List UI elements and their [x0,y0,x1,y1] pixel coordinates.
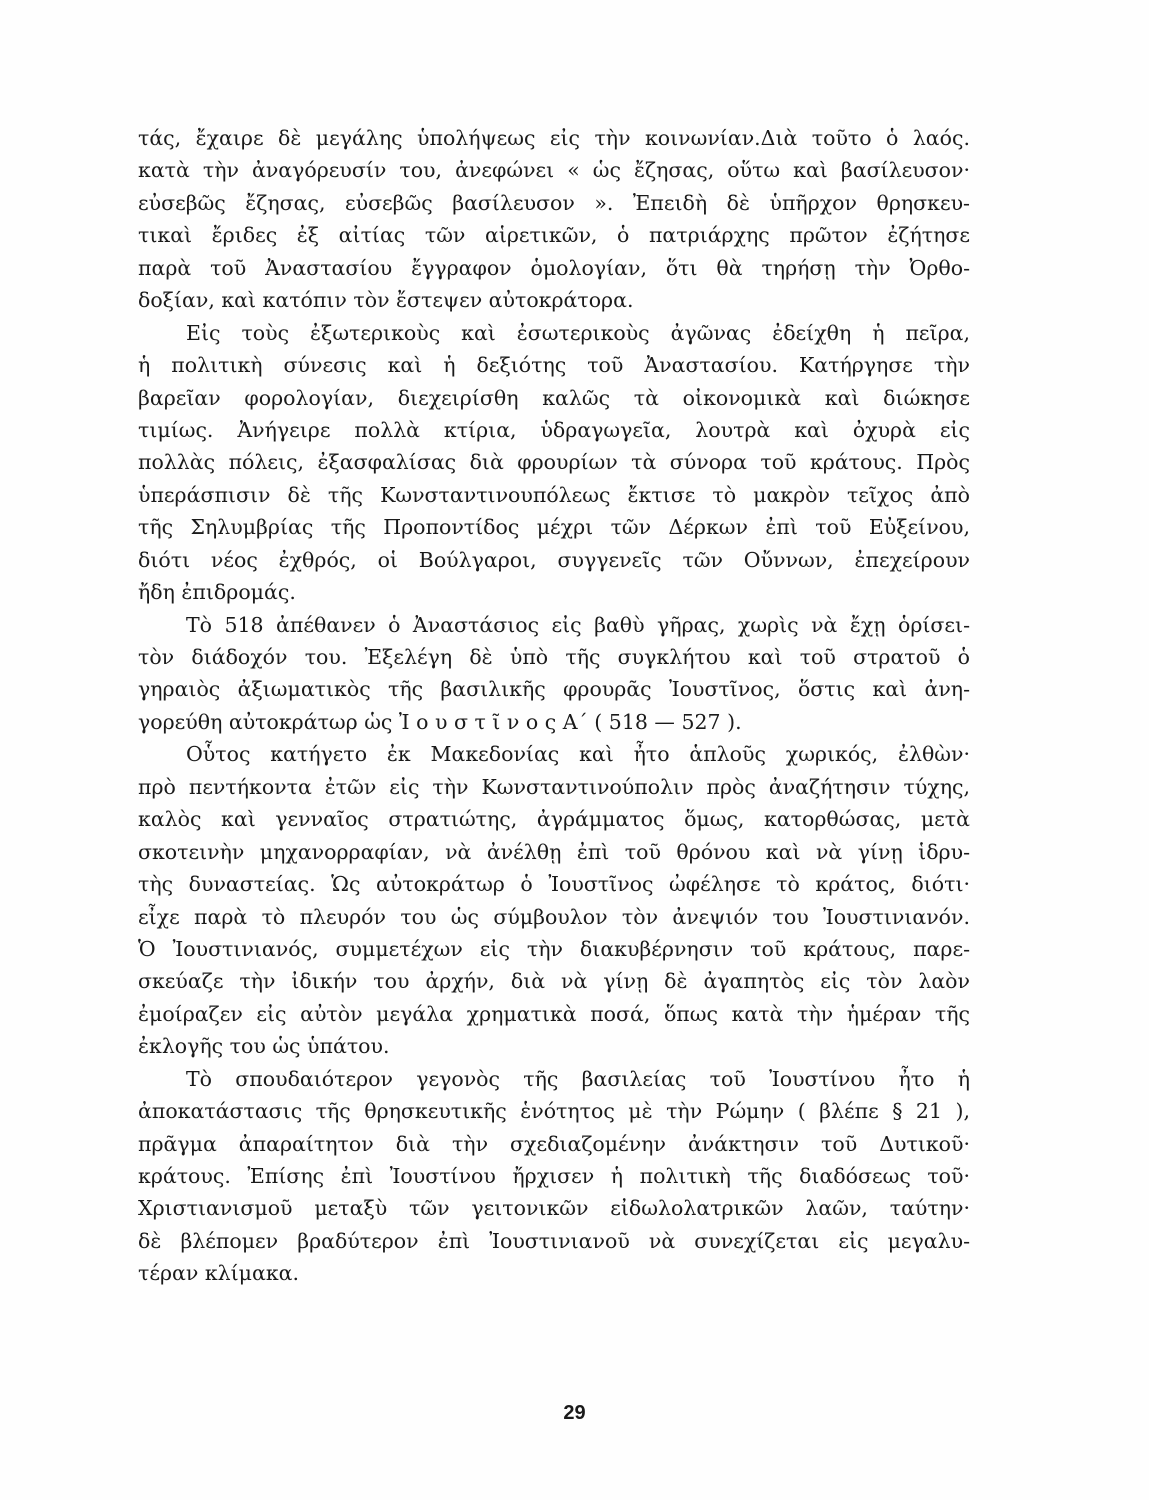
text-line: τὴς δυναστείας. Ὡς αὐτοκράτωρ ὁ Ἰουστῖνος ὠφέλησε τὸ κράτος, διότι· [138,872,970,897]
page-number: 29 [563,1402,586,1424]
text-line: εὐσεβῶς ἔζησας, εὐσεβῶς βασίλευσον ». Ἐπειδὴ δὲ ὑπῆρχον θρησκευ- [138,190,970,215]
text-line: ἤδη ἐπιδρομάς. [138,580,296,605]
text-line: Ὁ Ἰουστινιανός, συμμετέχων εἰς τὴν διακυβέρνησιν τοῦ κράτους, παρε- [138,936,970,961]
text-line: τάς, ἔχαιρε δὲ μεγάλης ὑπολήψεως εἰς τὴν κοινωνίαν.Διὰ τοῦτο ὁ λαός. [138,126,970,150]
text-line: τέραν κλίμακα. [138,1261,300,1286]
text-line: δοξίαν, καὶ κατόπιν τὸν ἔστεψεν αὐτοκράτορα. [138,288,634,313]
text-line: δὲ βλέπομεν βραδύτερον ἐπὶ Ἰουστινιανοῦ νὰ συνεχίζεται εἰς μεγαλυ- [138,1228,970,1253]
text-line: ἀποκατάστασις τῆς θρησκευτικῆς ἑνότητος μὲ τὴν Ρώμην ( βλέπε § 21 ), [138,1099,970,1124]
text-line: ἐμοίραζεν εἰς αὐτὸν μεγάλα χρηματικὰ ποσά, ὅπως κατὰ τὴν ἡμέραν τῆς [138,1001,970,1026]
text-line: Χριστιανισμοῦ μεταξὺ τῶν γειτονικῶν εἰδωλολατρικῶν λαῶν, ταύτην· [138,1196,970,1221]
text-line: πρᾶγμα ἀπαραίτητον διὰ τὴν σχεδιαζομένην ἀνάκτησιν τοῦ Δυτικοῦ· [138,1131,970,1156]
text-line: ἡ πολιτικὴ σύνεσις καὶ ἡ δεξιότης τοῦ Ἀναστασίου. Κατήργησε τὴν [138,353,970,378]
text-line: γορεύθη αὐτοκράτωρ ὡς Ἰ ο υ σ τ ῖ ν ο ς Α΄ ( 518 — 527 ). [138,709,742,734]
text-line: κατὰ τὴν ἀναγόρευσίν του, ἀνεφώνει « ὡς ἔζησας, οὕτω καὶ βασίλευσον· [138,158,970,183]
text-line: πολλὰς πόλεις, ἐξασφαλίσας διὰ φρουρίων τὰ σύνορα τοῦ κράτους. Πρὸς [138,450,970,475]
text-line: ἐκλογῆς του ὡς ὑπάτου. [138,1034,390,1059]
text-line: Τὸ 518 ἀπέθανεν ὁ Ἀναστάσιος εἰς βαθὺ γῆρας, χωρὶς νὰ ἔχῃ ὁρίσει- [186,612,970,637]
text-line: κράτους. Ἐπίσης ἐπὶ Ἰουστίνου ἤρχισεν ἡ πολιτικὴ τῆς διαδόσεως τοῦ· [138,1164,970,1188]
text-line: τὸν διάδοχόν του. Ἐξελέγη δὲ ὑπὸ τῆς συγκλήτου καὶ τοῦ στρατοῦ ὁ [138,645,970,669]
text-line: πρὸ πεντήκοντα ἐτῶν εἰς τὴν Κωνσταντινούπολιν πρὸς ἀναζήτησιν τύχης, [138,774,970,799]
text-line: σκοτεινὴν μηχανορραφίαν, νὰ ἀνέλθῃ ἐπὶ τοῦ θρόνου καὶ νὰ γίνῃ ἱδρυ- [138,839,970,864]
text-line: Οὗτος κατήγετο ἐκ Μακεδονίας καὶ ἦτο ἁπλοῦς χωρικός, ἐλθὼν· [186,742,970,767]
text-line: Τὸ σπουδαιότερον γεγονὸς τῆς βασιλείας τοῦ Ἰουστίνου ἦτο ἡ [186,1066,970,1091]
text-line: παρὰ τοῦ Ἀναστασίου ἔγγραφον ὁμολογίαν, ὅτι θὰ τηρήσῃ τὴν Ὀρθο- [138,255,970,280]
text-line: τῆς Σηλυμβρίας τῆς Προποντίδος μέχρι τῶν Δέρκων ἐπὶ τοῦ Εὐξείνου, [138,515,970,540]
text-line: τικαὶ ἔριδες ἐξ αἰτίας τῶν αἱρετικῶν, ὁ πατριάρχης πρῶτον ἐζήτησε [138,223,970,248]
text-line: βαρεῖαν φορολογίαν, διεχειρίσθη καλῶς τὰ οἰκονομικὰ καὶ διώκησε [138,385,970,410]
text-line: καλὸς καὶ γενναῖος στρατιώτης, ἀγράμματος ὅμως, κατορθώσας, μετὰ [138,807,970,832]
text-line: εἶχε παρὰ τὸ πλευρόν του ὡς σύμβουλον τὸν ἀνεψιόν του Ἰουστινιανόν. [138,904,970,929]
text-line: τιμίως. Ἀνήγειρε πολλὰ κτίρια, ὑδραγωγεῖα, λουτρὰ καὶ ὀχυρὰ εἰς [138,417,970,442]
text-line: ὑπεράσπισιν δὲ τῆς Κωνσταντινουπόλεως ἔκτισε τὸ μακρὸν τεῖχος ἀπὸ [138,482,970,507]
text-line: Εἰς τοὺς ἐξωτερικοὺς καὶ ἐσωτερικοὺς ἀγῶνας ἐδείχθη ἡ πεῖρα, [186,320,970,345]
text-line: γηραιὸς ἀξιωματικὸς τῆς βασιλικῆς φρουρᾶς Ἰουστῖνος, ὅστις καὶ ἀνη- [138,677,970,702]
text-line: σκεύαζε τὴν ἰδικήν του ἀρχήν, διὰ νὰ γίνῃ δὲ ἀγαπητὸς εἰς τὸν λαὸν [138,969,970,994]
body-text [138,122,970,1290]
text-line: διότι νέος ἐχθρός, οἱ Βούλγαροι, συγγενεῖς τῶν Οὔννων, ἐπεχείρουν [138,547,970,572]
